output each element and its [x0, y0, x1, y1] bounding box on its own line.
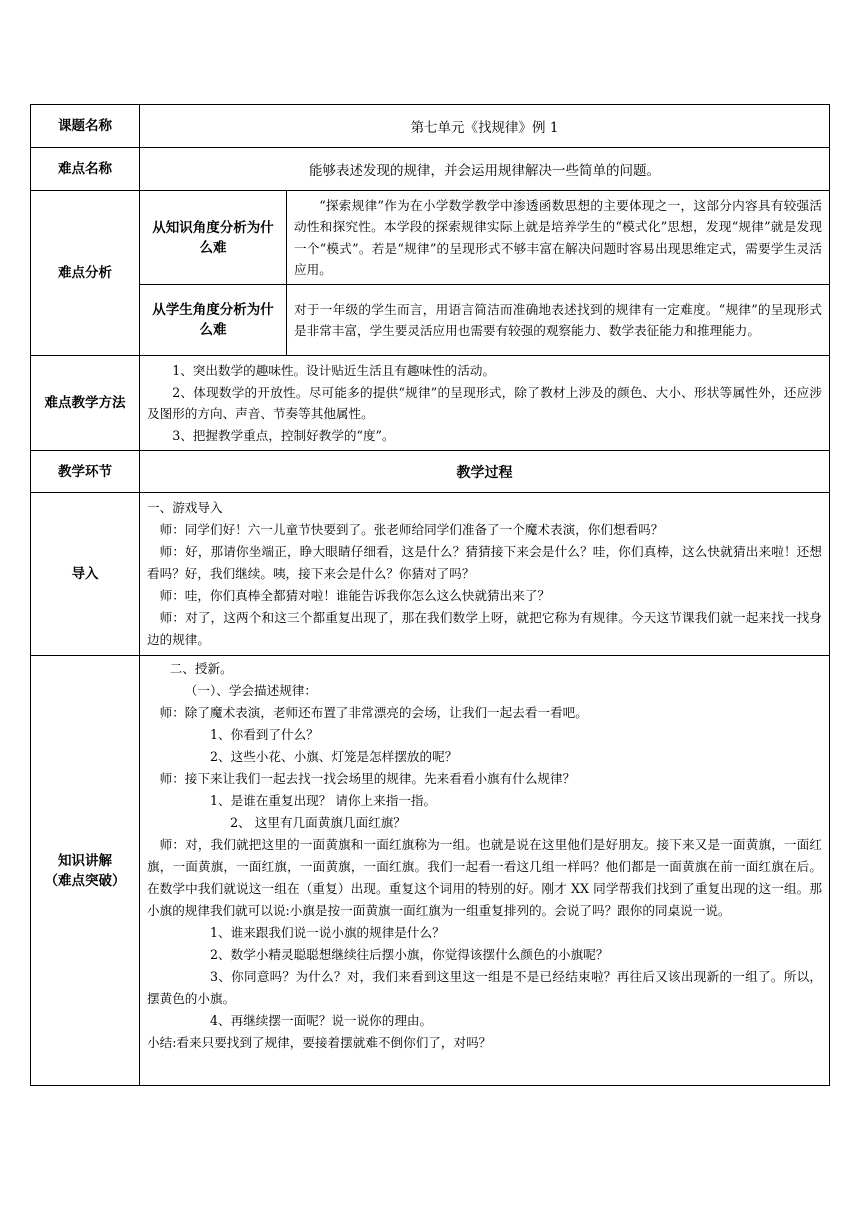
intro-line: 师：哇，你们真棒全都猜对啦！谁能告诉我你怎么这么快就猜出来了？: [159, 588, 550, 603]
lecture-row: [31, 656, 830, 1086]
lecture-line: 4、再继续摆一面呢？说一说你的理由。: [210, 1013, 433, 1028]
difficulty-value: 能够表述发现的规律，并会运用规律解决一些简单的问题。: [140, 148, 830, 191]
difficulty-row: [31, 148, 830, 191]
student-angle-text: 对于一年级的学生而言，用语言简洁而准确地表述找到的规律有一定难度。“规律”的呈现形式是非常丰富，学生要灵活应用也需要有较强的观察能力、数学表征能力和推理能力。: [294, 301, 823, 338]
lecture-line: 师：除了魔术表演，老师还布置了非常漂亮的会场，让我们一起去看一看吧。: [159, 705, 588, 720]
method-item: 2、体现数学的开放性。尽可能多的提供“规律”的呈现形式，除了教材上涉及的颜色、大小、形状等属性外，还应涉及图形的方向、声音、节奏等其他属性。: [147, 384, 823, 421]
intro-line: 师：好，那请你坐端正，睁大眼睛仔细看，这是什么？猜猜接下来会是什么？哇，你们真棒，这么快就猜出来啦！还想看吗？好，我们继续。咦，接下来会是什么？你猜对了吗？: [147, 544, 823, 581]
intro-line: 一、游戏导入: [147, 500, 223, 515]
method-row: [31, 356, 830, 451]
lecture-sublabel: （难点突破）: [44, 872, 126, 889]
analysis-knowledge-row: [31, 191, 830, 285]
topic-value: 第七单元《找规律》例 1: [140, 105, 830, 148]
lesson-plan-table: [30, 104, 830, 1086]
process-header: 教学过程: [140, 451, 830, 493]
knowledge-angle-text: “探索规律”作为在小学数学教学中渗透函数思想的主要体现之一，这部分内容具有较强活动性和探究性。本学段的探索规律实际上就是培养学生的“模式化”思想，发现“规律”就是发现一个“模式”。若是“规律”的呈现形式不够丰富在解决问题时容易出现思维定式，需要学生灵活应用。: [294, 197, 823, 277]
analysis-label: 难点分析: [31, 191, 140, 356]
intro-row: [31, 493, 830, 656]
method-item: 3、把握教学重点，控制好教学的“度”。: [172, 427, 395, 443]
method-item: 1、突出数学的趣味性。设计贴近生活且有趣味性的活动。: [172, 363, 496, 378]
lecture-line: 2、 这里有几面黄旗几面红旗？: [230, 815, 406, 830]
lecture-line: 师：接下来让我们一起去找一找会场里的规律。先来看看小旗有什么规律？: [159, 771, 576, 786]
difficulty-label: 难点名称: [31, 148, 140, 191]
stage-header: 教学环节: [31, 451, 140, 493]
lecture-line: 1、谁来跟我们说一说小旗的规律是什么？: [210, 925, 445, 940]
intro-label: 导入: [31, 493, 140, 656]
intro-line: 师：对了，这两个和这三个都重复出现了，那在我们数学上呀，就把它称为有规律。今天这节课我们就一起来找一找身边的规律。: [147, 610, 823, 647]
analysis-student-row: [31, 285, 830, 356]
lecture-line: 二、授新。: [169, 661, 233, 676]
lecture-line: 1、你看到了什么？: [210, 727, 319, 742]
lecture-line: 3、你同意吗？为什么？对，我们来看到这里这一组是不是已经结束啦？再往后又该出现新的一组了。所以，摆黄色的小旗。: [147, 969, 823, 1006]
lecture-line: 2、数学小精灵聪聪想继续往后摆小旗，你觉得该摆什么颜色的小旗呢？: [210, 947, 609, 962]
student-angle-label: 从学生角度分析为什么难: [140, 285, 287, 356]
lecture-line: 1、是谁在重复出现？ 请你上来指一指。: [210, 793, 437, 808]
process-header-row: [31, 451, 830, 493]
lecture-line: 小结:看来只要找到了规律，要接着摆就难不倒你们了，对吗？: [147, 1035, 492, 1050]
topic-label: 课题名称: [31, 105, 140, 148]
intro-line: 师：同学们好！六一儿童节快要到了。张老师给同学们准备了一个魔术表演，你们想看吗？: [159, 522, 664, 537]
lecture-label: 知识讲解: [58, 852, 112, 869]
lecture-line: （一）、学会描述规律：: [184, 683, 318, 698]
method-label: 难点教学方法: [31, 356, 140, 451]
lecture-line: 师：对，我们就把这里的一面黄旗和一面红旗称为一组。也就是说在这里他们是好朋友。接下来又是一面黄旗，一面红旗，一面黄旗，一面红旗，一面黄旗，一面红旗。我们一起看一看这几组一样吗？他们都是一面黄旗在前一面红旗在后。在数学中我们就说这一组在（重复）出现。重复这个词用的特别的好。刚才 XX 同学帮我们找到了重复出现的这一组。那小旗的规律我们就可以说:小旗是按一面黄旗一面红旗为一组重复排列的。会说了吗？跟你的同桌说一说。: [147, 837, 823, 918]
lecture-line: 2、这些小花、小旗、灯笼是怎样摆放的呢？: [210, 749, 458, 764]
knowledge-angle-label: 从知识角度分析为什么难: [140, 191, 287, 285]
topic-row: [31, 105, 830, 148]
